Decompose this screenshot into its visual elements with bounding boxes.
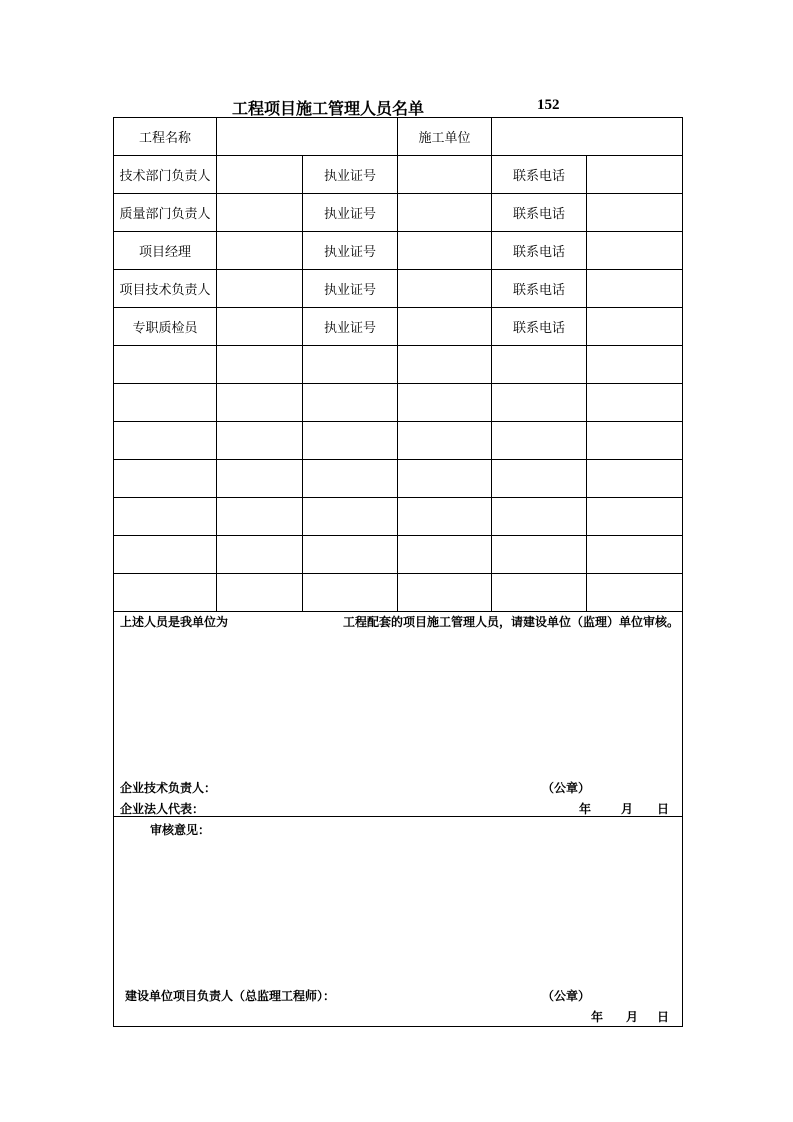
blank-cell[interactable] xyxy=(114,536,217,574)
blank-cell[interactable] xyxy=(492,498,587,536)
personnel-row xyxy=(114,308,683,346)
blank-cell[interactable] xyxy=(398,384,492,422)
day-label: 日 xyxy=(657,1010,670,1024)
blank-cell[interactable] xyxy=(398,460,492,498)
license-field[interactable] xyxy=(398,270,492,308)
name-field[interactable] xyxy=(217,308,303,346)
license-field[interactable] xyxy=(398,308,492,346)
blank-cell[interactable] xyxy=(398,536,492,574)
role-label: 质量部门负责人 xyxy=(114,194,217,232)
role-label: 项目经理 xyxy=(114,232,217,270)
personnel-row xyxy=(114,232,683,270)
blank-cell[interactable] xyxy=(303,536,398,574)
license-label: 执业证号 xyxy=(303,308,398,346)
construction-unit-field[interactable] xyxy=(492,118,683,156)
phone-label: 联系电话 xyxy=(492,270,587,308)
declaration-text-left: 上述人员是我单位为 xyxy=(120,615,229,629)
blank-cell[interactable] xyxy=(217,536,303,574)
seal-label: （公章） xyxy=(542,989,591,1003)
phone-field[interactable] xyxy=(587,156,683,194)
blank-cell[interactable] xyxy=(398,346,492,384)
blank-cell[interactable] xyxy=(492,422,587,460)
blank-cell[interactable] xyxy=(492,384,587,422)
phone-field[interactable] xyxy=(587,194,683,232)
blank-row xyxy=(114,422,683,460)
personnel-row xyxy=(114,270,683,308)
blank-cell[interactable] xyxy=(217,498,303,536)
blank-cell[interactable] xyxy=(303,498,398,536)
review-section xyxy=(113,817,683,1027)
blank-cell[interactable] xyxy=(303,384,398,422)
blank-cell[interactable] xyxy=(303,422,398,460)
license-field[interactable] xyxy=(398,156,492,194)
blank-row xyxy=(114,346,683,384)
license-field[interactable] xyxy=(398,194,492,232)
blank-row xyxy=(114,498,683,536)
seal-label: （公章） xyxy=(542,781,591,795)
name-field[interactable] xyxy=(217,270,303,308)
page-number: 152 xyxy=(537,97,560,113)
blank-cell[interactable] xyxy=(398,422,492,460)
license-label: 执业证号 xyxy=(303,194,398,232)
tech-lead-label: 企业技术负责人： xyxy=(120,781,217,795)
month-label: 月 xyxy=(621,802,634,816)
blank-cell[interactable] xyxy=(114,384,217,422)
blank-cell[interactable] xyxy=(587,422,683,460)
blank-cell[interactable] xyxy=(492,574,587,612)
license-label: 执业证号 xyxy=(303,270,398,308)
declaration-text-right: 工程配套的项目施工管理人员，请建设单位（监理）单位审核。 xyxy=(343,615,680,629)
license-label: 执业证号 xyxy=(303,156,398,194)
phone-label: 联系电话 xyxy=(492,232,587,270)
personnel-row xyxy=(114,156,683,194)
blank-cell[interactable] xyxy=(492,346,587,384)
blank-cell[interactable] xyxy=(398,498,492,536)
blank-cell[interactable] xyxy=(217,460,303,498)
month-label: 月 xyxy=(626,1010,639,1024)
role-label: 项目技术负责人 xyxy=(114,270,217,308)
blank-cell[interactable] xyxy=(587,346,683,384)
blank-cell[interactable] xyxy=(114,346,217,384)
name-field[interactable] xyxy=(217,156,303,194)
blank-cell[interactable] xyxy=(398,574,492,612)
blank-cell[interactable] xyxy=(217,384,303,422)
review-opinion-label: 审核意见： xyxy=(150,823,211,837)
blank-row xyxy=(114,460,683,498)
project-info-row xyxy=(114,118,683,156)
blank-cell[interactable] xyxy=(492,536,587,574)
blank-cell[interactable] xyxy=(303,346,398,384)
legal-rep-label: 企业法人代表： xyxy=(120,802,205,816)
blank-cell[interactable] xyxy=(114,460,217,498)
blank-row xyxy=(114,536,683,574)
blank-cell[interactable] xyxy=(303,574,398,612)
phone-field[interactable] xyxy=(587,232,683,270)
role-label: 专职质检员 xyxy=(114,308,217,346)
blank-cell[interactable] xyxy=(217,422,303,460)
phone-label: 联系电话 xyxy=(492,194,587,232)
phone-field[interactable] xyxy=(587,270,683,308)
construction-unit-label: 施工单位 xyxy=(398,118,492,156)
project-name-label: 工程名称 xyxy=(114,118,217,156)
year-label: 年 xyxy=(579,802,592,816)
project-name-field[interactable] xyxy=(217,118,398,156)
phone-field[interactable] xyxy=(587,308,683,346)
blank-cell[interactable] xyxy=(114,574,217,612)
declaration-section xyxy=(113,609,683,817)
blank-rows xyxy=(114,346,683,612)
year-label: 年 xyxy=(591,1010,604,1024)
license-label: 执业证号 xyxy=(303,232,398,270)
blank-cell[interactable] xyxy=(587,498,683,536)
name-field[interactable] xyxy=(217,194,303,232)
blank-cell[interactable] xyxy=(587,384,683,422)
owner-lead-label: 建设单位项目负责人（总监理工程师）： xyxy=(125,989,336,1003)
blank-cell[interactable] xyxy=(217,346,303,384)
blank-cell[interactable] xyxy=(217,574,303,612)
role-label: 技术部门负责人 xyxy=(114,156,217,194)
blank-cell[interactable] xyxy=(587,460,683,498)
document-title: 工程项目施工管理人员名单 xyxy=(232,99,425,118)
blank-cell[interactable] xyxy=(587,536,683,574)
phone-label: 联系电话 xyxy=(492,156,587,194)
blank-row xyxy=(114,574,683,612)
phone-label: 联系电话 xyxy=(492,308,587,346)
blank-cell[interactable] xyxy=(114,498,217,536)
license-field[interactable] xyxy=(398,232,492,270)
personnel-table xyxy=(113,117,683,612)
blank-cell[interactable] xyxy=(587,574,683,612)
name-field[interactable] xyxy=(217,232,303,270)
personnel-row xyxy=(114,194,683,232)
blank-cell[interactable] xyxy=(492,460,587,498)
blank-cell[interactable] xyxy=(114,422,217,460)
blank-row xyxy=(114,384,683,422)
day-label: 日 xyxy=(657,802,670,816)
blank-cell[interactable] xyxy=(303,460,398,498)
